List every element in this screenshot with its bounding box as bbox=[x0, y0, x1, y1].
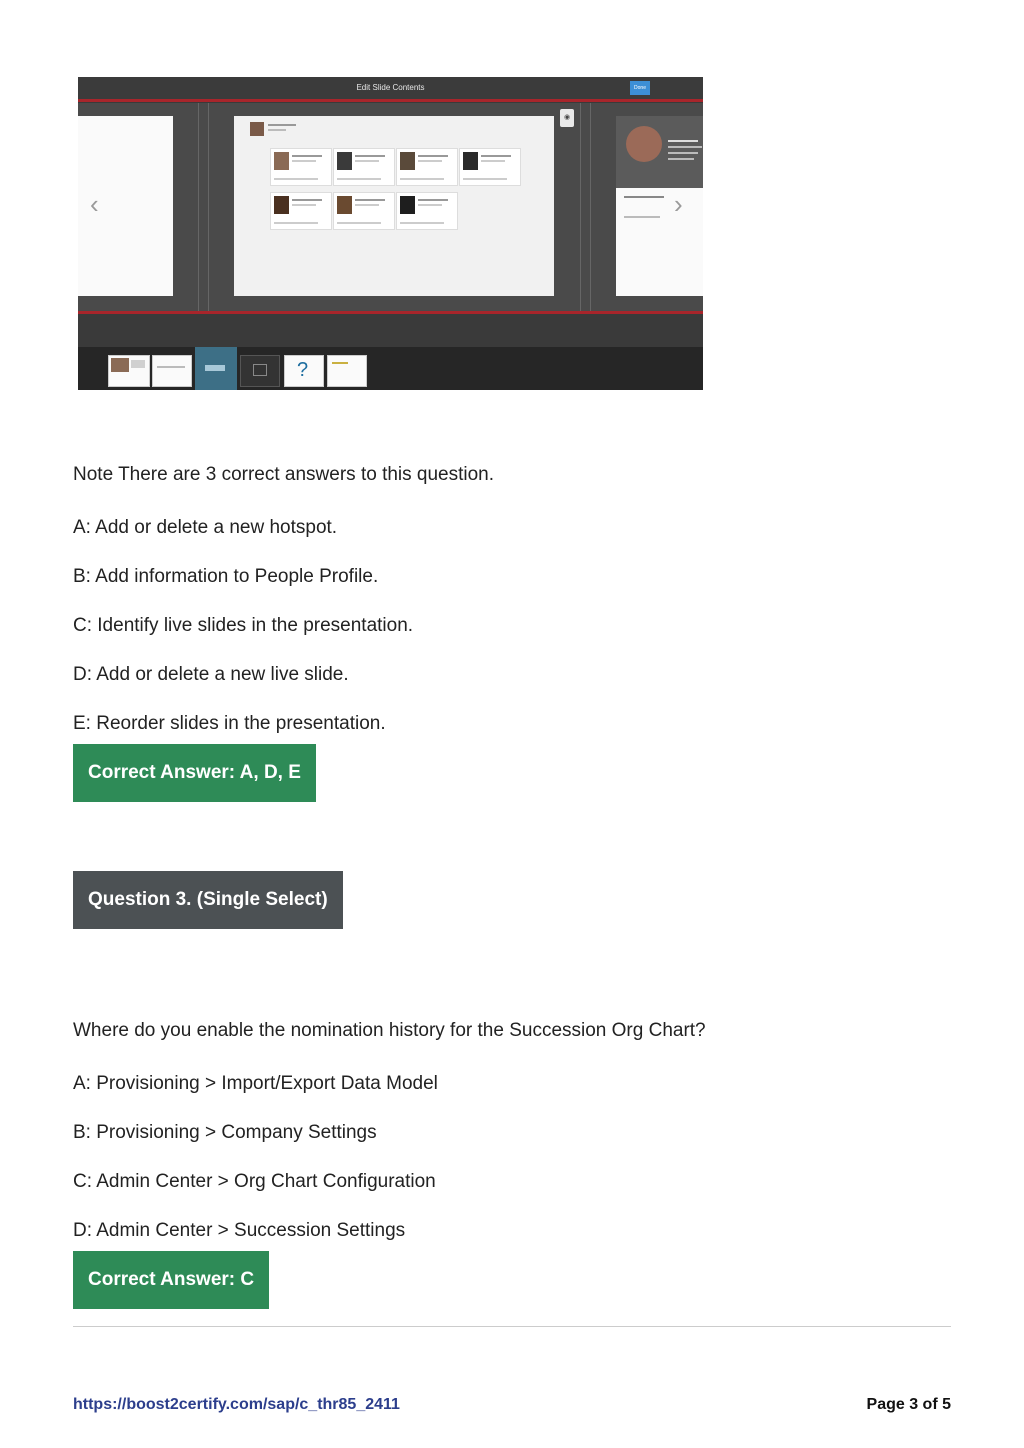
question-prompt: Where do you enable the nomination history for the Succession Org Chart? bbox=[73, 1020, 706, 1041]
avatar bbox=[400, 152, 415, 170]
avatar bbox=[463, 152, 478, 170]
chevron-left-icon: ‹ bbox=[90, 189, 99, 219]
person-card bbox=[333, 192, 395, 230]
option-b: B: Provisioning > Company Settings bbox=[73, 1122, 377, 1143]
question-mark-icon: ? bbox=[297, 359, 309, 381]
option-d: D: Add or delete a new live slide. bbox=[73, 664, 349, 685]
option-a: A: Add or delete a new hotspot. bbox=[73, 517, 338, 538]
divider-line bbox=[198, 103, 199, 311]
correct-answer-badge: Correct Answer: A, D, E bbox=[73, 744, 316, 802]
text-line bbox=[268, 129, 286, 131]
option-d: D: Admin Center > Succession Settings bbox=[73, 1220, 406, 1241]
edit-slide-screenshot bbox=[78, 77, 703, 390]
done-button: Done bbox=[630, 81, 650, 95]
footer-url-link[interactable]: https://boost2certify.com/sap/c_thr85_2411 bbox=[73, 1396, 400, 1413]
correct-answer-badge: Correct Answer: C bbox=[73, 1251, 269, 1309]
person-card bbox=[459, 148, 521, 186]
slide-thumbnail bbox=[284, 355, 324, 387]
person-card bbox=[270, 148, 332, 186]
person-card bbox=[396, 148, 458, 186]
red-divider-bottom bbox=[78, 311, 703, 314]
current-slide-card bbox=[234, 116, 554, 296]
slide-thumbnail bbox=[327, 355, 367, 387]
answer-note: Note There are 3 correct answers to this question. bbox=[73, 464, 495, 485]
avatar bbox=[337, 152, 352, 170]
avatar bbox=[337, 196, 352, 214]
slide-thumbnail bbox=[152, 355, 192, 387]
avatar bbox=[400, 196, 415, 214]
option-e: E: Reorder slides in the presentation. bbox=[73, 713, 386, 734]
page-number: Page 3 of 5 bbox=[866, 1396, 951, 1413]
slide-thumbnail bbox=[240, 355, 280, 387]
red-divider-top bbox=[78, 99, 703, 102]
avatar bbox=[274, 196, 289, 214]
footer-divider bbox=[73, 1326, 951, 1327]
person-card bbox=[333, 148, 395, 186]
option-b: B: Add information to People Profile. bbox=[73, 566, 379, 587]
avatar bbox=[626, 126, 662, 162]
selected-slide-thumbnail bbox=[195, 347, 237, 390]
profile-header bbox=[616, 116, 703, 188]
chevron-right-icon: › bbox=[674, 189, 683, 219]
next-slide-card bbox=[616, 116, 703, 296]
screenshot-title: Edit Slide Contents bbox=[356, 83, 425, 92]
screenshot-title-bar bbox=[78, 77, 703, 99]
divider-line bbox=[580, 103, 581, 311]
question-header: Question 3. (Single Select) bbox=[73, 871, 343, 929]
divider-line bbox=[208, 103, 209, 311]
slide-thumbnail bbox=[108, 355, 150, 387]
option-c: C: Admin Center > Org Chart Configuration bbox=[73, 1171, 436, 1192]
avatar bbox=[274, 152, 289, 170]
text-line bbox=[268, 124, 296, 126]
person-card bbox=[270, 192, 332, 230]
option-a: A: Provisioning > Import/Export Data Model bbox=[73, 1073, 438, 1094]
eye-icon: ◉ bbox=[560, 109, 574, 127]
avatar bbox=[250, 122, 264, 136]
option-c: C: Identify live slides in the presentation. bbox=[73, 615, 414, 636]
person-card bbox=[396, 192, 458, 230]
divider-line bbox=[590, 103, 591, 311]
